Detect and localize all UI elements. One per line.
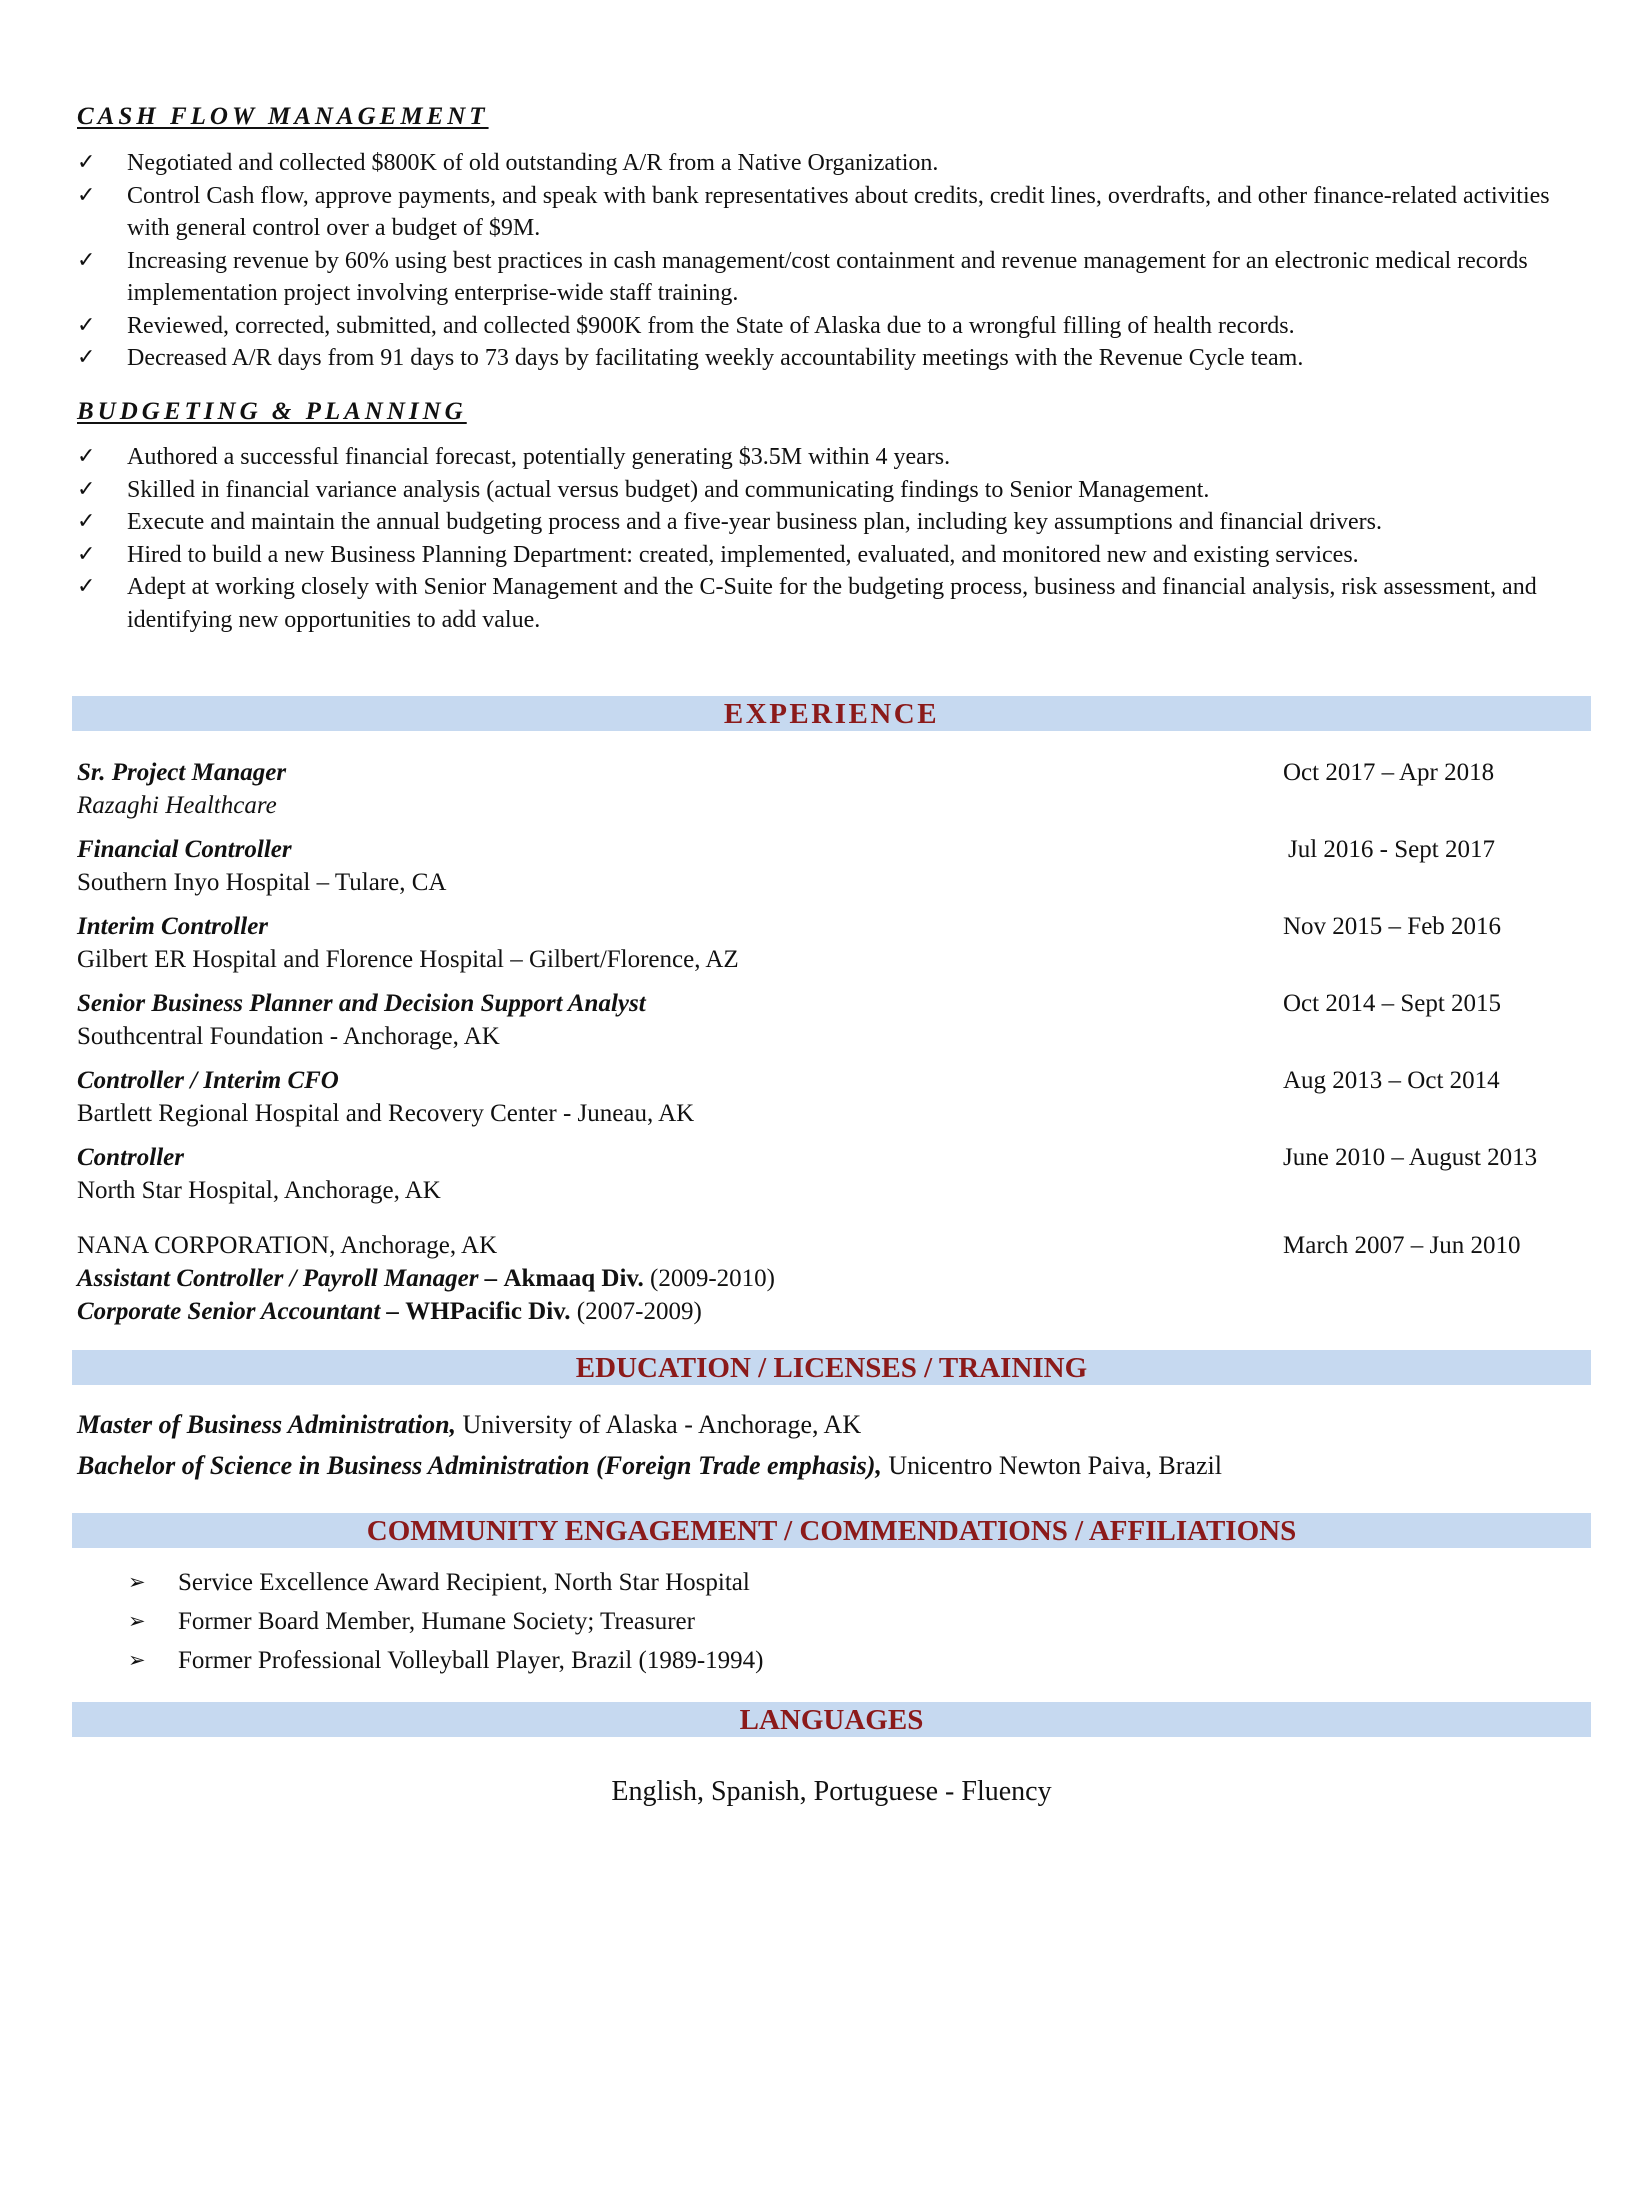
job-title: Senior Business Planner and Decision Support Analyst: [77, 990, 646, 1017]
check-mark-icon: ✓: [77, 444, 96, 469]
check-mark-icon: ✓: [77, 509, 96, 534]
nana-role: Corporate Senior Accountant – WHPacific Div. (2007-2009): [77, 1298, 702, 1325]
job-dates: Oct 2014 – Sept 2015: [1283, 990, 1502, 1017]
job-organization: Gilbert ER Hospital and Florence Hospital – Gilbert/Florence, AZ: [77, 946, 739, 973]
job-entry: [77, 910, 1597, 976]
job-dates: Aug 2013 – Oct 2014: [1283, 1067, 1500, 1094]
community-section-header: COMMUNITY ENGAGEMENT / COMMENDATIONS / AFFILIATIONS: [72, 1513, 1591, 1548]
arrowhead-icon: ➢: [128, 1609, 146, 1633]
check-mark-icon: ✓: [77, 541, 96, 567]
experience-section-header: EXPERIENCE: [72, 696, 1591, 731]
job-organization: NANA CORPORATION, Anchorage, AK: [77, 1232, 498, 1259]
nana-role: Assistant Controller / Payroll Manager – Akmaaq Div. (2009-2010): [77, 1265, 776, 1292]
languages-section-header: LANGUAGES: [72, 1702, 1591, 1737]
school: University of Alaska - Anchorage, AK: [462, 1410, 862, 1439]
job-dates: March 2007 – Jun 2010: [1283, 1232, 1521, 1259]
job-dates: Jul 2016 - Sept 2017: [1288, 836, 1495, 863]
budgeting-list: [77, 441, 1597, 636]
list-item: ✓ Reviewed, corrected, submitted, and collected $900K from the State of Alaska due to a wrongful filling of health records.: [77, 310, 1597, 343]
job-entry: [77, 833, 1597, 899]
job-organization: Bartlett Regional Hospital and Recovery Center - Juneau, AK: [77, 1100, 695, 1127]
budgeting-heading: BUDGETING & PLANNING: [77, 398, 467, 425]
job-title: Controller: [77, 1144, 184, 1171]
list-item: ✓ Execute and maintain the annual budgeting process and a five-year business plan, including key assumptions and financial drivers.: [77, 506, 1597, 539]
job-dates: Oct 2017 – Apr 2018: [1283, 759, 1495, 786]
list-item: ✓ Negotiated and collected $800K of old outstanding A/R from a Native Organization.: [77, 147, 1597, 180]
job-entry: [77, 1064, 1597, 1130]
job-organization: Southcentral Foundation - Anchorage, AK: [77, 1023, 500, 1050]
job-organization: Southern Inyo Hospital – Tulare, CA: [77, 869, 447, 896]
job-organization: North Star Hospital, Anchorage, AK: [77, 1177, 441, 1204]
education-section-header: EDUCATION / LICENSES / TRAINING: [72, 1350, 1591, 1385]
list-item: ✓ Hired to build a new Business Planning Department: created, implemented, evaluated, and monitored new and existing services.: [77, 539, 1597, 572]
job-entry: [77, 987, 1597, 1053]
list-item: ✓ Decreased A/R days from 91 days to 73 days by facilitating weekly accountability meetings with the Revenue Cycle team.: [77, 342, 1597, 375]
degree: Bachelor of Science in Business Administration (Foreign Trade emphasis),: [77, 1451, 882, 1480]
check-mark-icon: ✓: [77, 345, 96, 370]
degree: Master of Business Administration,: [77, 1410, 457, 1439]
list-item: ✓ Skilled in financial variance analysis (actual versus budget) and communicating findings to Senior Management.: [77, 474, 1597, 507]
job-title: Controller / Interim CFO: [77, 1067, 339, 1094]
check-mark-icon: ✓: [77, 312, 96, 338]
arrowhead-icon: ➢: [128, 1570, 146, 1594]
cash-flow-list: [77, 147, 1597, 375]
job-title: Financial Controller: [77, 836, 292, 863]
check-mark-icon: ✓: [77, 247, 96, 273]
job-entry: [77, 756, 1597, 822]
check-mark-icon: ✓: [77, 476, 96, 502]
check-mark-icon: ✓: [77, 150, 96, 175]
list-item: ✓ Control Cash flow, approve payments, and speak with bank representatives about credits, credit lines, overdrafts, and other finance-related activities with general control over a budget of $9M.: [77, 180, 1597, 245]
list-item: ✓ Adept at working closely with Senior Management and the C-Suite for the budgeting process, business and financial analysis, risk assessment, and identifying new opportunities to add value.: [77, 571, 1597, 636]
school: Unicentro Newton Paiva, Brazil: [888, 1451, 1222, 1480]
languages-text: English, Spanish, Portuguese - Fluency: [611, 1776, 1052, 1807]
community-list: [128, 1563, 763, 1680]
check-mark-icon: ✓: [77, 574, 96, 599]
job-title: Interim Controller: [77, 913, 269, 940]
education-item: [77, 1410, 861, 1440]
list-item: ➢ Former Professional Volleyball Player, Brazil (1989-1994): [128, 1641, 763, 1680]
job-entry: [77, 1141, 1597, 1207]
arrowhead-icon: ➢: [128, 1648, 146, 1672]
job-dates: June 2010 – August 2013: [1283, 1144, 1538, 1171]
job-dates: Nov 2015 – Feb 2016: [1283, 913, 1502, 940]
list-item: ✓ Authored a successful financial forecast, potentially generating $3.5M within 4 years.: [77, 441, 1597, 474]
list-item: ➢ Former Board Member, Humane Society; Treasurer: [128, 1602, 763, 1641]
list-item: ➢ Service Excellence Award Recipient, North Star Hospital: [128, 1563, 763, 1602]
cash-flow-heading: CASH FLOW MANAGEMENT: [77, 103, 489, 130]
education-item: [77, 1451, 1222, 1481]
job-entry-nana: [77, 1229, 1597, 1328]
job-organization: Razaghi Healthcare: [77, 792, 277, 819]
list-item: ✓ Increasing revenue by 60% using best practices in cash management/cost containment and revenue management for an electronic medical records implementation project involving enterprise-wide staff training.: [77, 245, 1597, 310]
check-mark-icon: ✓: [77, 182, 96, 208]
job-title: Sr. Project Manager: [77, 759, 287, 786]
